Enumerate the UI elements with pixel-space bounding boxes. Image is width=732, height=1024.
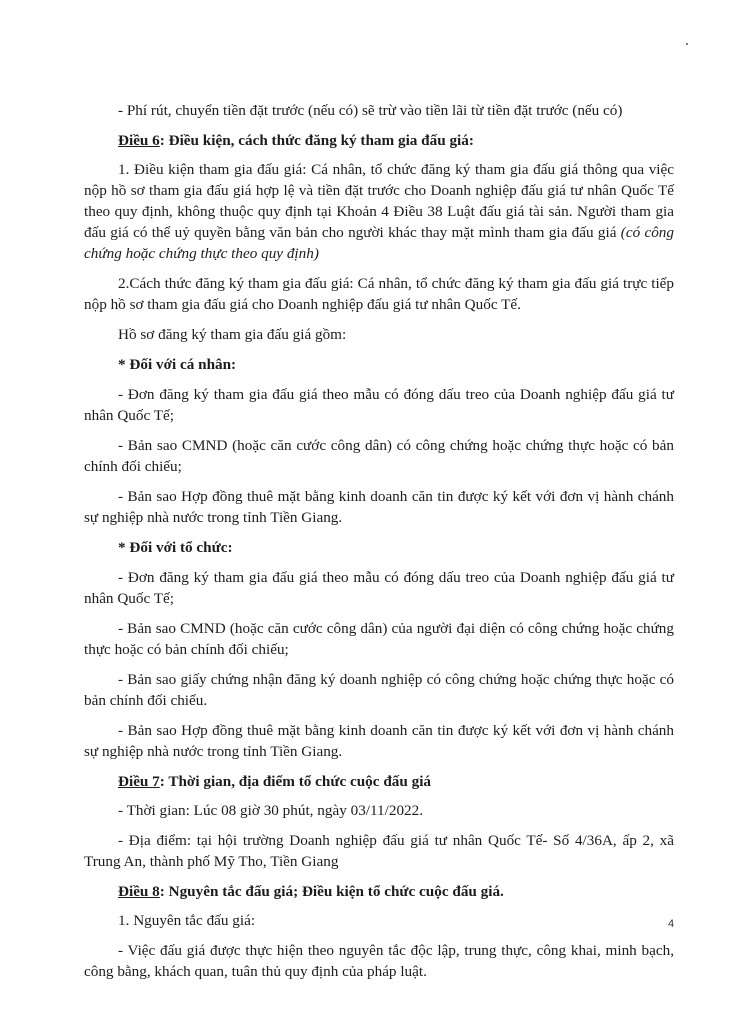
paragraph-time: - Thời gian: Lúc 08 giờ 30 phút, ngày 03/11/2022. bbox=[118, 802, 424, 819]
paragraph-principles: - Việc đấu giá được thực hiện theo nguyên tắc độc lập, trung thực, công khai, minh bạch, công bằng, khách quan, tuân thủ quy định của pháp luật. bbox=[84, 942, 674, 980]
page-number: 4 bbox=[668, 918, 675, 930]
paragraph-fee: - Phí rút, chuyển tiền đặt trước (nếu có) sẽ trừ vào tiền lãi từ tiền đặt trước (nếu có) bbox=[118, 102, 623, 119]
paragraph-conditions bbox=[84, 159, 674, 264]
paragraph-principles-intro: 1. Nguyên tắc đấu giá: bbox=[118, 912, 256, 929]
heading-article-6-title: : Điều kiện, cách thức đăng ký tham gia đấu giá: bbox=[159, 132, 474, 149]
paragraph-conditions-note: (có công chứng hoặc chứng thực theo quy định) bbox=[84, 224, 674, 262]
scan-speck bbox=[686, 43, 688, 45]
subheading-organization: * Đối với tổ chức: bbox=[118, 539, 233, 556]
subheading-individual: * Đối với cá nhân: bbox=[118, 356, 237, 373]
heading-article-8-label: Điều 8 bbox=[118, 883, 160, 900]
paragraph-conditions-text: 1. Điều kiện tham gia đấu giá: Cá nhân, tổ chức đăng ký tham gia đấu giá thông qua việc nộp hồ sơ tham gia đấu giá hợp lệ và tiền đặt trước cho Doanh nghiệp đấu giá tư nhân Quốc Tế theo quy định, không thuộc quy định tại Khoản 4 Điều 38 Luật đấu giá tài sản. Người tham gia đấu giá có thể uỷ quyền bằng văn bản cho người khác thay mặt mình tham gia đấu giá bbox=[84, 161, 674, 241]
list-item-individual-form: - Đơn đăng ký tham gia đấu giá theo mẫu có đóng dấu treo của Doanh nghiệp đấu giá tư nhân Quốc Tế; bbox=[84, 386, 674, 424]
list-item-org-form: - Đơn đăng ký tham gia đấu giá theo mẫu có đóng dấu treo của Doanh nghiệp đấu giá tư nhân Quốc Tế; bbox=[84, 569, 674, 607]
heading-article-8-title: : Nguyên tắc đấu giá; Điều kiện tổ chức cuộc đấu giá. bbox=[159, 883, 504, 900]
heading-article-6 bbox=[84, 130, 674, 151]
paragraph-registration-method: 2.Cách thức đăng ký tham gia đấu giá: Cá nhân, tổ chức đăng ký tham gia đấu giá trực tiếp nộp hồ sơ tham gia đấu giá cho Doanh nghiệp đấu giá tư nhân Quốc Tế. bbox=[84, 275, 674, 313]
heading-article-7-title: : Thời gian, địa điểm tổ chức cuộc đấu giá bbox=[159, 773, 432, 790]
document-body bbox=[84, 100, 674, 991]
list-item-individual-id: - Bản sao CMND (hoặc căn cước công dân) có công chứng hoặc chứng thực hoặc có bản chính đối chiếu; bbox=[84, 437, 674, 475]
heading-article-7-label: Điều 7 bbox=[118, 773, 160, 790]
list-item-org-id: - Bản sao CMND (hoặc căn cước công dân) của người đại diện có công chứng hoặc chứng thực hoặc có bản chính đối chiếu; bbox=[84, 620, 674, 658]
list-item-org-contract: - Bản sao Hợp đồng thuê mặt bằng kinh doanh căn tin được ký kết với đơn vị hành chánh sự nghiệp nhà nước trong tỉnh Tiền Giang. bbox=[84, 722, 674, 760]
list-item-individual-contract: - Bản sao Hợp đồng thuê mặt bằng kinh doanh căn tin được ký kết với đơn vị hành chánh sự nghiệp nhà nước trong tỉnh Tiền Giang. bbox=[84, 488, 674, 526]
heading-article-8 bbox=[84, 881, 674, 902]
paragraph-dossier-intro: Hồ sơ đăng ký tham gia đấu giá gồm: bbox=[118, 326, 347, 343]
list-item-org-license: - Bản sao giấy chứng nhận đăng ký doanh nghiệp có công chứng hoặc chứng thực hoặc có bản chính đối chiếu. bbox=[84, 671, 674, 709]
paragraph-location: - Địa điểm: tại hội trường Doanh nghiệp đấu giá tư nhân Quốc Tế- Số 4/36A, ấp 2, xã Trung An, thành phố Mỹ Tho, Tiền Giang bbox=[84, 832, 674, 870]
heading-article-7 bbox=[84, 771, 674, 792]
heading-article-6-label: Điều 6 bbox=[118, 132, 160, 149]
